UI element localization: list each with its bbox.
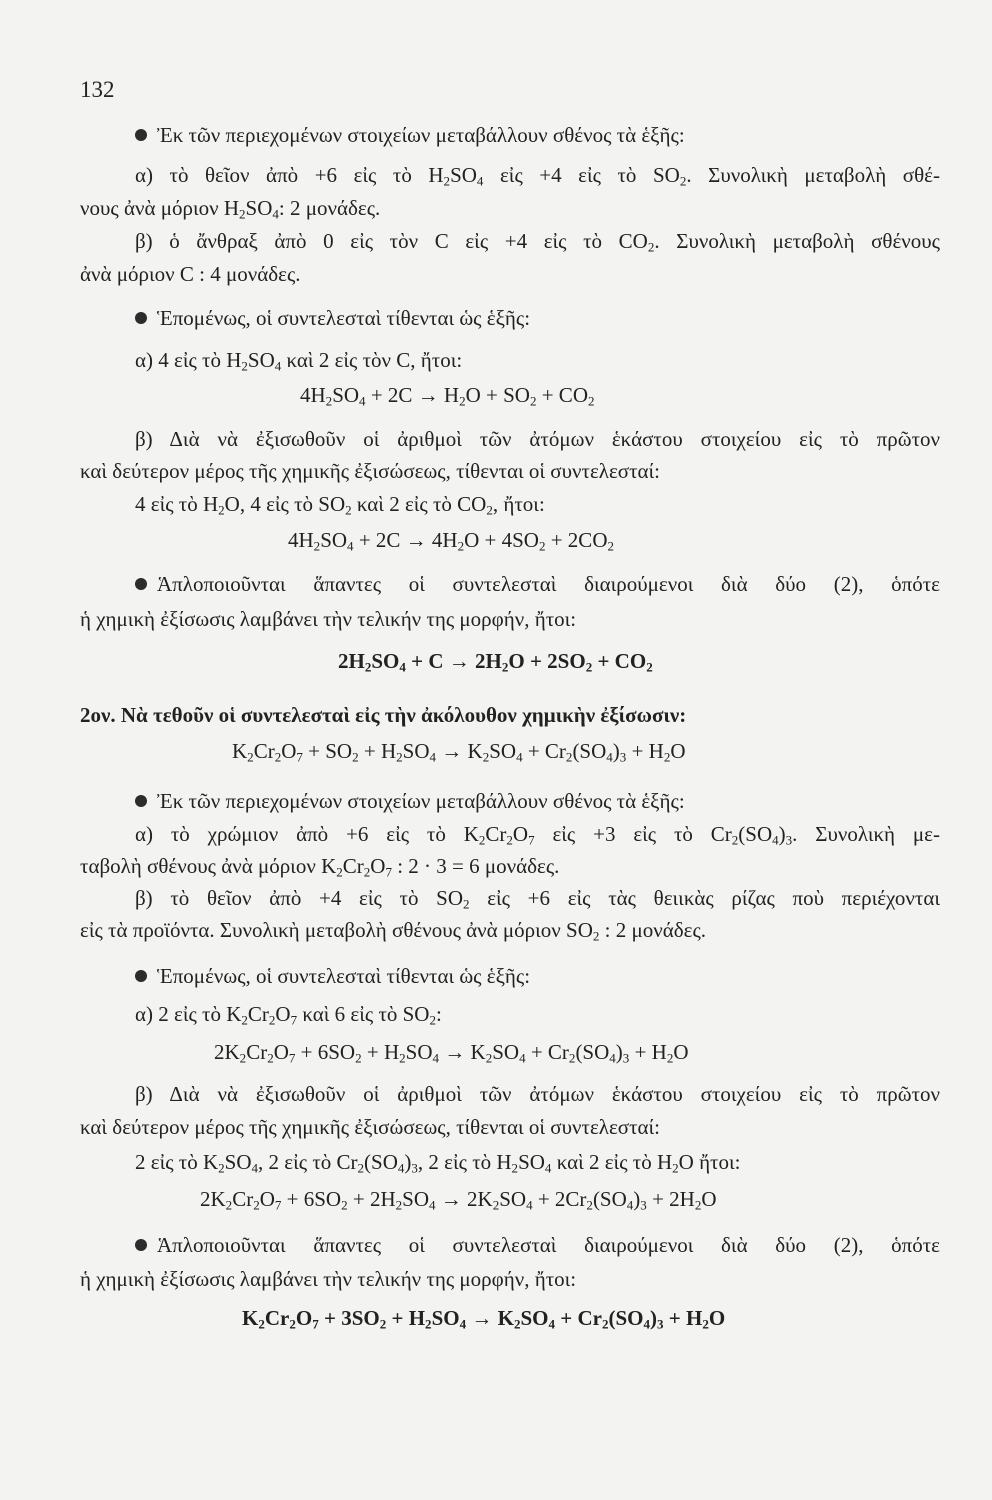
page-number: 132	[80, 77, 115, 102]
bullet-paragraph: Ἁπλοποιοῦνται ἅπαντες οἱ συντελεσταὶ διαιρούμενοι διὰ δύο (2), ὁπότε	[135, 571, 940, 597]
final-equation: $2H_2SO_4 + C \to 2H_2O + 2SO_2 + CO_2$	[338, 649, 653, 675]
text-line: α) 4 εἰς τὸ $H_2SO_4$ καὶ 2 εἰς τὸν C, ἤτοι:	[135, 348, 463, 374]
text-line: ἡ χημικὴ ἐξίσωσις λαμβάνει τὴν τελικήν της μορφήν, ἤτοι:	[80, 607, 577, 631]
text-line: εἰς τὰ προϊόντα. Συνολικὴ μεταβολὴ σθένους ἀνὰ μόριον $SO_2$ : 2 μονάδες.	[80, 918, 707, 944]
equation: $2K_2Cr_2O_7 + 6SO_2 + H_2SO_4 \to K_2SO_4 + Cr_2(SO_4)_3 + H_2O$	[214, 1040, 689, 1066]
text-line: β) ὁ ἄνθραξ ἀπὸ 0 εἰς τὸν C εἰς +4 εἰς τὸ $CO_2$. Συνολικὴ μεταβολὴ σθένους	[135, 229, 940, 255]
text-line: ταβολὴ σθένους ἀνὰ μόριον $K_2Cr_2O_7$ : 2 · 3 = 6 μονάδες.	[80, 854, 560, 880]
bullet-icon	[135, 795, 147, 807]
text-line: 2 εἰς τὸ $K_2SO_4$, 2 εἰς τὸ $Cr_2(SO_4)_3$, 2 εἰς τὸ $H_2SO_4$ καὶ 2 εἰς τὸ $H_2O$ ἤτοι:	[135, 1150, 741, 1176]
bullet-icon	[135, 578, 147, 590]
bullet-icon	[135, 970, 147, 982]
bullet-paragraph: Ἁπλοποιοῦνται ἅπαντες οἱ συντελεσταὶ διαιρούμενοι διὰ δύο (2), ὁπότε	[135, 1232, 940, 1258]
text-line: α) τὸ θεῖον ἀπὸ +6 εἰς τὸ $H_2SO_4$ εἰς +4 εἰς τὸ $SO_2$. Συνολικὴ μεταβολὴ σθέ-	[135, 163, 940, 189]
bullet-paragraph: Ἐκ τῶν περιεχομένων στοιχείων μεταβάλλουν σθένος τὰ ἑξῆς:	[135, 122, 992, 148]
final-equation: $K_2Cr_2O_7 + 3SO_2 + H_2SO_4 \to K_2SO_4 + Cr_2(SO_4)_3 + H_2O$	[242, 1306, 726, 1332]
text-line: ἡ χημικὴ ἐξίσωσις λαμβάνει τὴν τελικήν της μορφήν, ἤτοι:	[80, 1267, 577, 1291]
bullet-paragraph: Ἑπομένως, οἱ συντελεσταὶ τίθενται ὡς ἑξῆς:	[135, 963, 992, 989]
equation: $4H_2SO_4 + 2C \to H_2O + SO_2 + CO_2$	[300, 383, 595, 409]
text-line: ἀνὰ μόριον C : 4 μονάδες.	[80, 262, 301, 286]
text-line: α) 2 εἰς τὸ $K_2Cr_2O_7$ καὶ 6 εἰς τὸ $SO_2$:	[135, 1002, 442, 1028]
bullet-paragraph: Ἐκ τῶν περιεχομένων στοιχείων μεταβάλλουν σθένος τὰ ἑξῆς:	[135, 788, 992, 814]
text-line: β) Διὰ νὰ ἐξισωθοῦν οἱ ἀριθμοὶ τῶν ἀτόμων ἑκάστου στοιχείου εἰς τὸ πρῶτον	[135, 427, 940, 451]
text-line: β) τὸ θεῖον ἀπὸ +4 εἰς τὸ $SO_2$ εἰς +6 εἰς τὰς θειικὰς ρίζας ποὺ περιέχονται	[135, 886, 940, 912]
bullet-paragraph: Ἑπομένως, οἱ συντελεσταὶ τίθενται ὡς ἑξῆς:	[135, 305, 992, 331]
equation: $2K_2Cr_2O_7 + 6SO_2 + 2H_2SO_4 \to 2K_2SO_4 + 2Cr_2(SO_4)_3 + 2H_2O$	[200, 1187, 717, 1213]
bullet-icon	[135, 312, 147, 324]
text-line: 4 εἰς τὸ $H_2O$, 4 εἰς τὸ $SO_2$ καὶ 2 εἰς τὸ $CO_2$, ἤτοι:	[135, 492, 545, 518]
bullet-icon	[135, 129, 147, 141]
text-line: β) Διὰ νὰ ἐξισωθοῦν οἱ ἀριθμοὶ τῶν ἀτόμων ἑκάστου στοιχείου εἰς τὸ πρῶτον	[135, 1082, 940, 1106]
bullet-icon	[135, 1239, 147, 1251]
equation: $4H_2SO_4 + 2C \to 4H_2O + 4SO_2 + 2CO_2$	[288, 528, 614, 554]
text-line: α) τὸ χρώμιον ἀπὸ +6 εἰς τὸ $K_2Cr_2O_7$ εἰς +3 εἰς τὸ $Cr_2(SO_4)_3$. Συνολικὴ με-	[135, 822, 940, 848]
equation: $K_2Cr_2O_7 + SO_2 + H_2SO_4 \to K_2SO_4 + Cr_2(SO_4)_3 + H_2O$	[232, 739, 686, 765]
text-line: καὶ δεύτερον μέρος τῆς χημικῆς ἐξισώσεως, τίθενται οἱ συντελεσταί:	[80, 459, 661, 483]
text-line: καὶ δεύτερον μέρος τῆς χημικῆς ἐξισώσεως, τίθενται οἱ συντελεσταί:	[80, 1115, 661, 1139]
text-line: νους ἀνὰ μόριον $H_2SO_4$: 2 μονάδες.	[80, 196, 381, 222]
section-heading: 2ον. Νὰ τεθοῦν οἱ συντελεσταὶ εἰς τὴν ἀκόλουθον χημικὴν ἐξίσωσιν:	[80, 703, 687, 727]
